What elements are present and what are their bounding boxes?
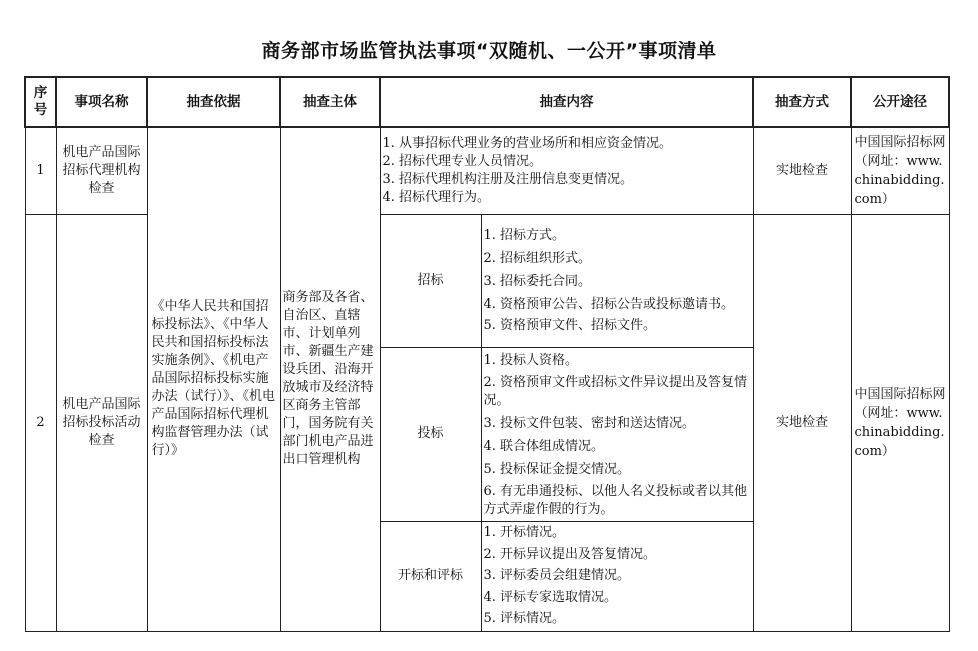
group-label: 开标和评标 [380, 521, 481, 631]
group-label: 招标 [380, 214, 481, 347]
row-channel: 中国国际招标网（网址：www.chinabidding.com） [851, 127, 949, 214]
table-row [25, 127, 949, 214]
row-name: 机电产品国际招标代理机构检查 [56, 127, 147, 214]
group-items [481, 347, 753, 521]
row-method: 实地检查 [753, 127, 851, 214]
content-item: 3. 评标委员会组建情况。 [483, 568, 631, 584]
content-item: 1. 投标人资格。 [483, 353, 579, 368]
header-name: 事项名称 [56, 77, 147, 127]
content-item: 2. 招标代理专业人员情况。 [382, 153, 543, 169]
row-no: 1 [25, 127, 56, 214]
inspection-table [24, 76, 950, 632]
subject-cell: 商务部及各省、自治区、直辖市、计划单列市、新疆生产建设兵团、沿海开放城市及经济特区商务主管部门，国务院有关部门机电产品进出口管理机构 [280, 127, 380, 631]
group-label: 投标 [380, 347, 481, 521]
content-item: 3. 投标文件包装、密封和送达情况。 [483, 416, 696, 431]
content-item: 5. 投标保证金提交情况。 [483, 462, 631, 477]
content-item: 3. 招标代理机构注册及注册信息变更情况。 [382, 171, 634, 187]
content-item: 6. 有无串通投标、以他人名义投标或者以其他方式弄虚作假的行为。 [483, 484, 748, 517]
content-item: 2. 开标异议提出及答复情况。 [483, 546, 657, 562]
group-items [481, 214, 753, 347]
basis-cell: 《中华人民共和国招标投标法》、《中华人民共和国招标投标法实施条例》、《机电产品国际招标投标实施办法（试行）》、《机电产品国际招标代理机构监督管理办法（试行）》 [147, 127, 280, 631]
row-method: 实地检查 [753, 214, 851, 631]
group-items [481, 521, 753, 631]
content-item: 4. 评标专家选取情况。 [483, 589, 618, 605]
page-title: 商务部市场监管执法事项“双随机、一公开”事项清单 [261, 40, 717, 62]
header-content: 抽查内容 [380, 77, 753, 127]
header-basis: 抽查依据 [147, 77, 280, 127]
content-item: 1. 招标方式。 [483, 228, 566, 243]
content-item: 1. 开标情况。 [483, 525, 566, 541]
content-list [380, 127, 753, 214]
content-item: 4. 资格预审公告、招标公告或投标邀请书。 [483, 297, 735, 312]
content-item: 1. 从事招标代理业务的营业场所和相应资金情况。 [382, 135, 673, 151]
content-item: 4. 联合体组成情况。 [483, 439, 605, 454]
header-row [25, 77, 949, 127]
header-method: 抽查方式 [753, 77, 851, 127]
content-item: 5. 评标情况。 [483, 611, 566, 627]
content-item: 4. 招标代理行为。 [382, 189, 491, 205]
row-name: 机电产品国际招标投标活动检查 [56, 214, 147, 631]
content-item: 2. 招标组织形式。 [483, 251, 592, 266]
header-channel: 公开途径 [851, 77, 949, 127]
content-item: 2. 资格预审文件或招标文件异议提出及答复情况。 [483, 375, 748, 408]
row-channel: 中国国际招标网（网址：www.chinabidding.com） [851, 214, 949, 631]
header-subject: 抽查主体 [280, 77, 380, 127]
content-item: 3. 招标委托合同。 [483, 274, 592, 289]
row-no: 2 [25, 214, 56, 631]
header-no: 序号 [25, 77, 56, 127]
content-item: 5. 资格预审文件、招标文件。 [483, 318, 657, 333]
